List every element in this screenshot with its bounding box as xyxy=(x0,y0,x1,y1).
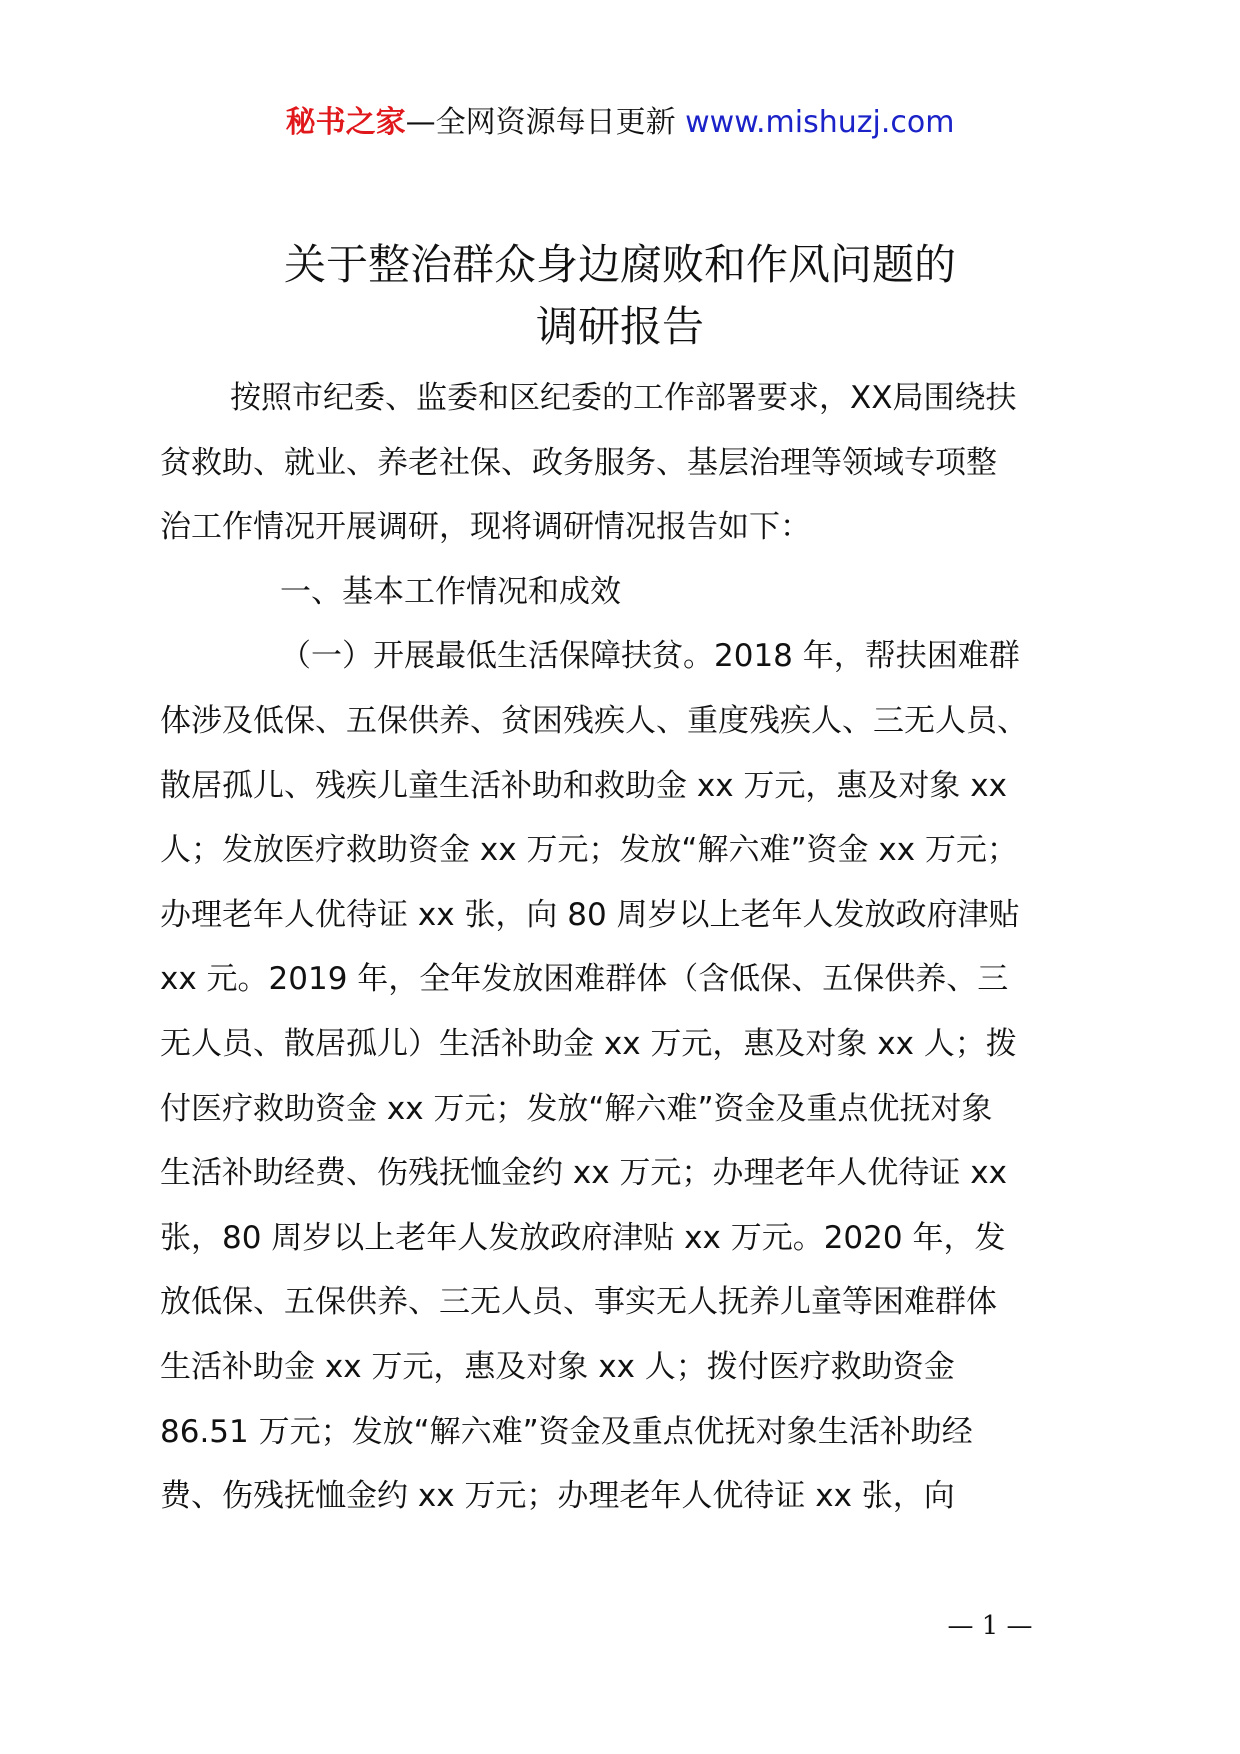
title-line-2: 调研报告 xyxy=(535,302,704,351)
paragraph-line: 生活补助金 xx 万元，惠及对象 xx 人；拨付医疗救助资金 xyxy=(160,1348,955,1385)
site-url[interactable]: www.mishuzj.com xyxy=(685,105,955,140)
brand-name: 秘书之家 xyxy=(285,105,406,140)
paragraph-line: 人；发放医疗救助资金 xx 万元；发放“解六难”资金 xx 万元； xyxy=(160,832,1018,869)
site-header xyxy=(0,98,1240,148)
header-slogan: —全网资源每日更新 xyxy=(405,105,676,140)
paragraph-line: 86.51 万元；发放“解六难”资金及重点优抚对象生活补助经 xyxy=(160,1413,973,1450)
paragraph-line: 放低保、五保供养、三无人员、事实无人抚养儿童等困难群体 xyxy=(160,1284,997,1321)
paragraph-line: 体涉及低保、五保供养、贫困残疾人、重度残疾人、三无人员、 xyxy=(160,702,1028,739)
paragraph-line: 付医疗救助资金 xx 万元；发放“解六难”资金及重点优抚对象 xyxy=(160,1090,993,1127)
paragraph-line: xx 元。2019 年，全年发放困难群体（含低保、五保供养、三 xyxy=(160,961,1009,998)
paragraph-line: 张，80 周岁以上老年人发放政府津贴 xx 万元。2020 年，发 xyxy=(160,1219,1006,1256)
document-body xyxy=(160,366,1100,1529)
paragraph-line: 费、伤残抚恤金约 xx 万元；办理老年人优待证 xx 张，向 xyxy=(160,1478,955,1515)
paragraph-line: 贫救助、就业、养老社保、政务服务、基层治理等领域专项整 xyxy=(160,444,997,481)
section-heading: 一、基本工作情况和成效 xyxy=(280,573,621,610)
paragraph-line: 按照市纪委、监委和区纪委的工作部署要求，XX局围绕扶 xyxy=(230,380,1017,416)
paragraph-line: 治工作情况开展调研，现将调研情况报告如下： xyxy=(160,509,811,546)
page-number: — 1 — xyxy=(947,1611,1033,1641)
subsection-heading-line: （一）开展最低生活保障扶贫。2018 年，帮扶困难群 xyxy=(280,638,1020,675)
paragraph-line: 生活补助经费、伤残抚恤金约 xx 万元；办理老年人优待证 xx xyxy=(160,1155,1007,1192)
document-title xyxy=(0,234,1240,358)
title-line-1: 关于整治群众身边腐败和作风问题的 xyxy=(283,240,956,289)
paragraph-line: 无人员、散居孤儿）生活补助金 xx 万元，惠及对象 xx 人；拨 xyxy=(160,1025,1017,1062)
paragraph-line: 办理老年人优待证 xx 张，向 80 周岁以上老年人发放政府津贴 xyxy=(160,896,1020,933)
paragraph-line: 散居孤儿、残疾儿童生活补助和救助金 xx 万元，惠及对象 xx xyxy=(160,767,1007,804)
